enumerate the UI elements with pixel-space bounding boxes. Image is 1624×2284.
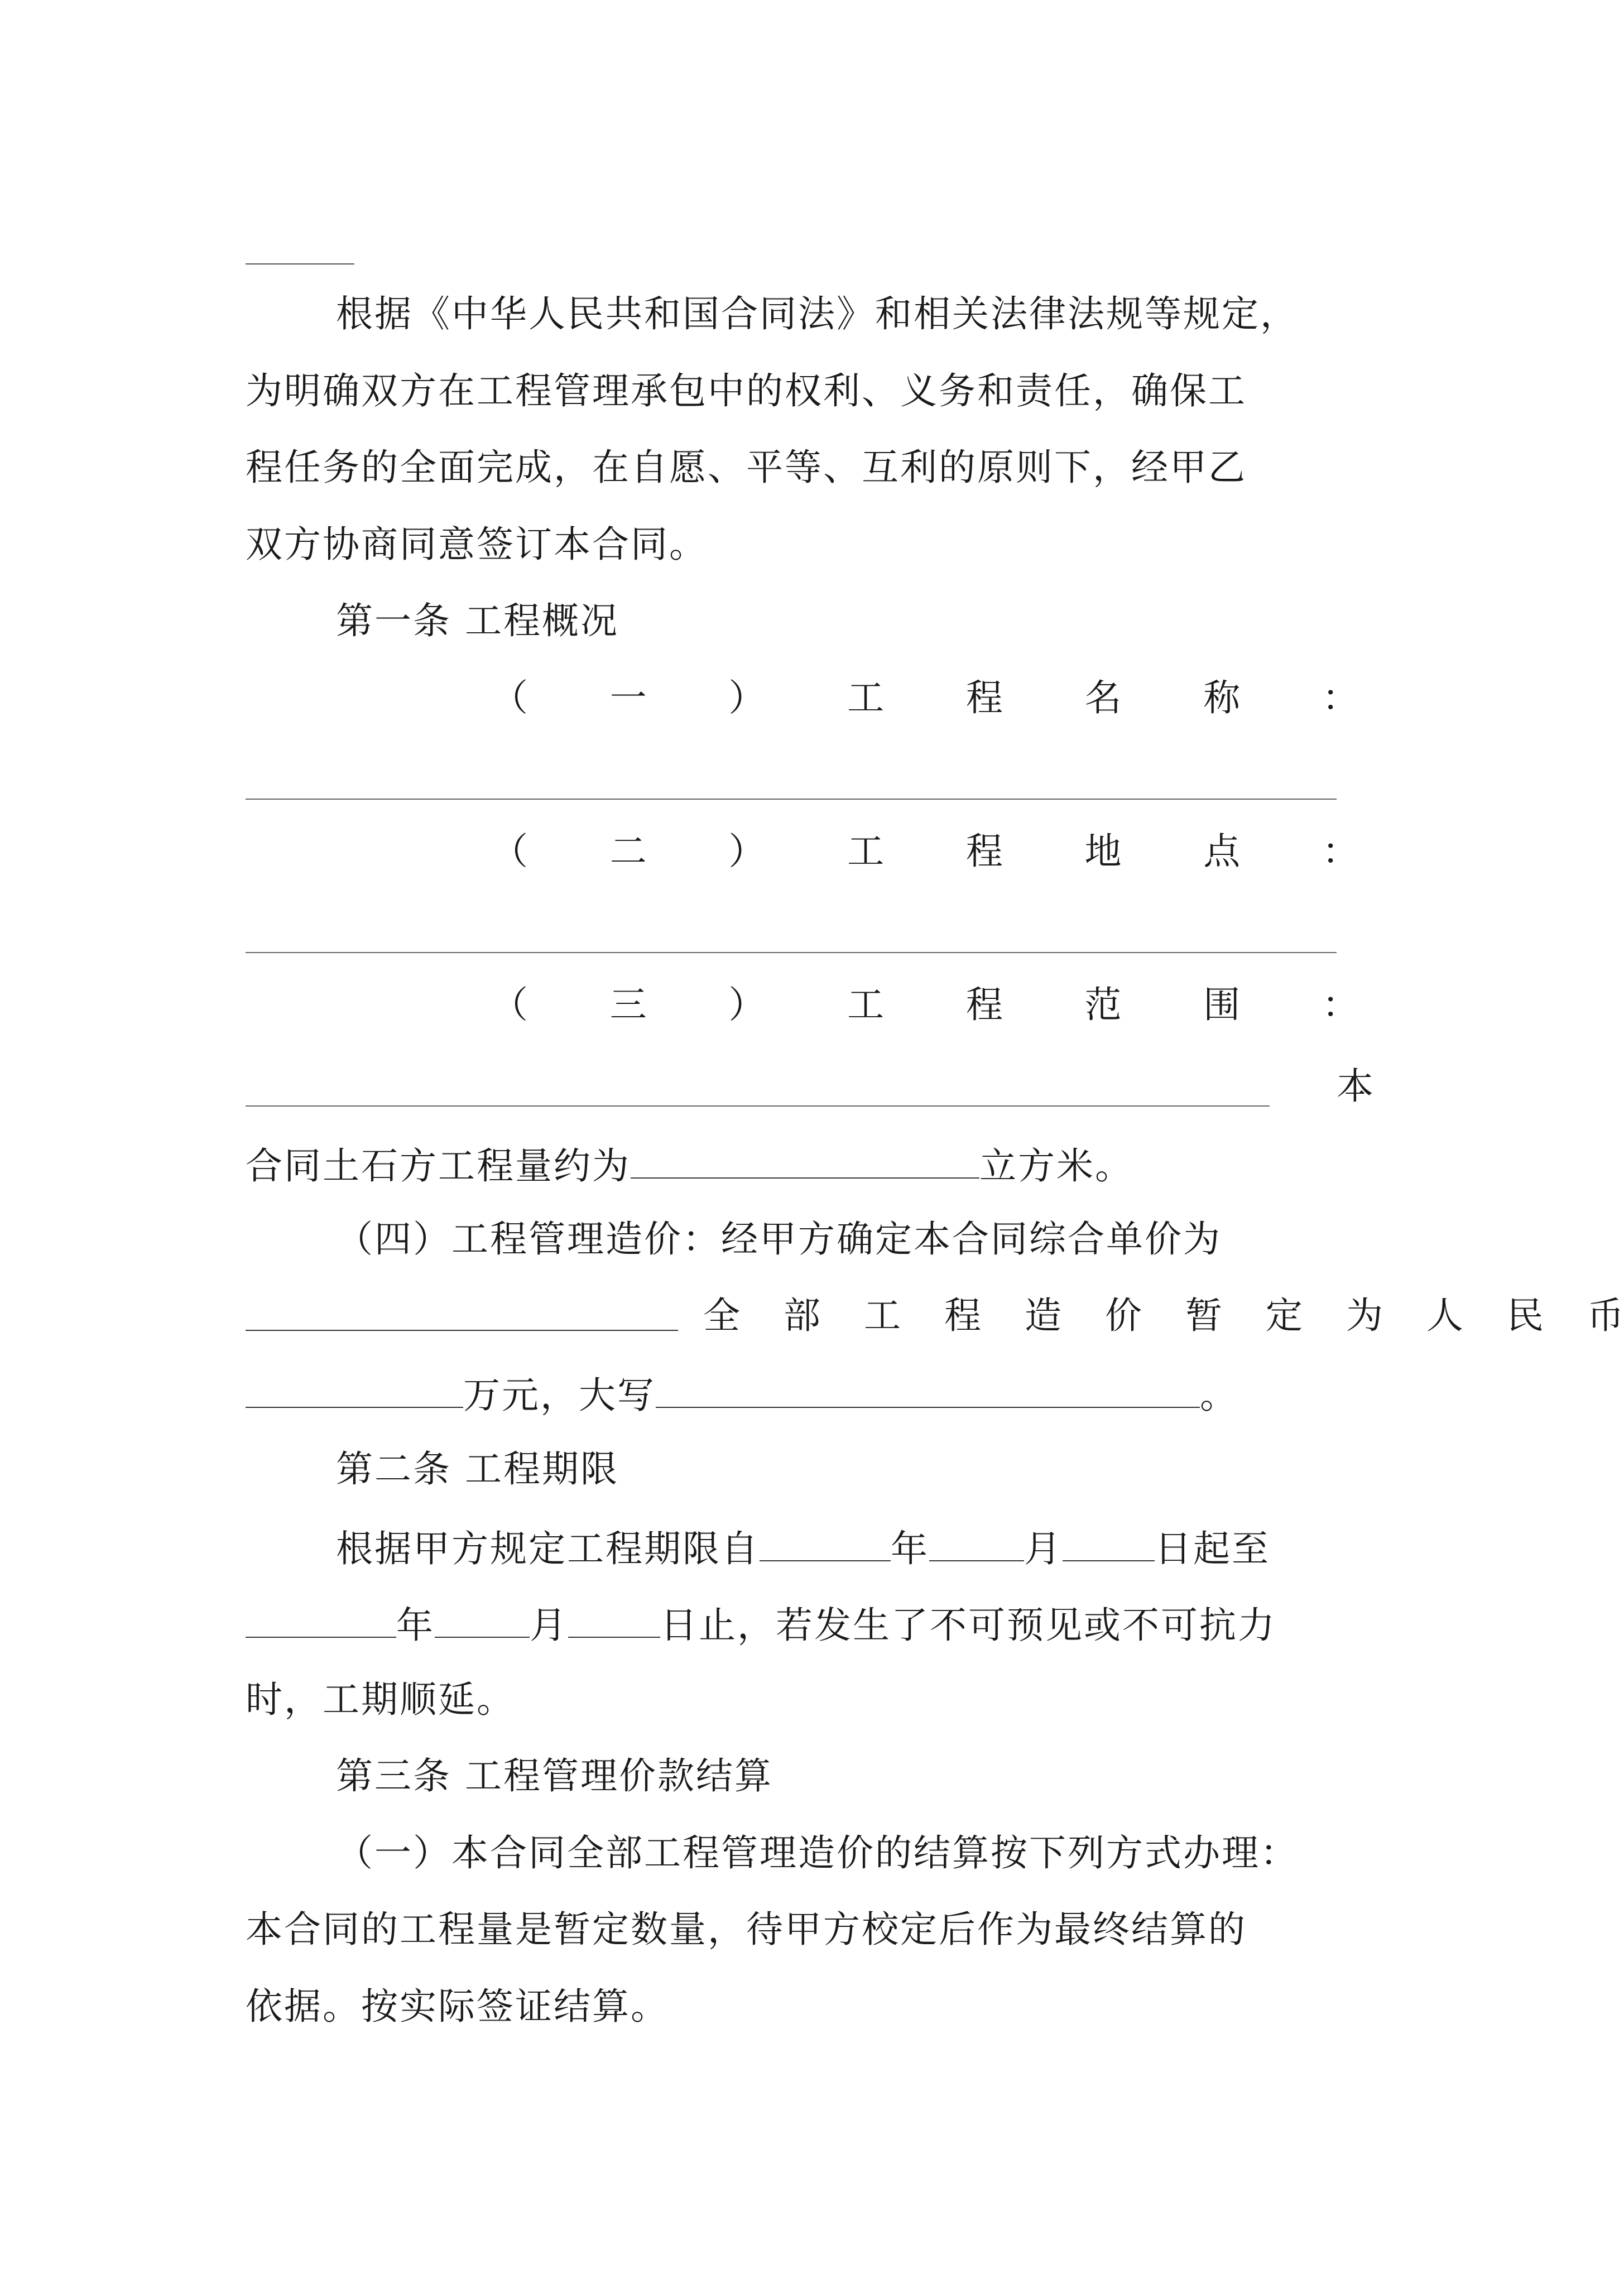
start-day-blank[interactable]	[1063, 1521, 1155, 1561]
intro-line-1: 根据《中华人民共和国合同法》和相关法律法规等规定，	[336, 292, 1299, 335]
project-scope-char: 范	[1084, 983, 1122, 1026]
project-place-char: ）	[728, 830, 766, 873]
unit-price-blank[interactable]	[246, 1291, 678, 1331]
term-line-3: 时，工期顺延。	[246, 1678, 515, 1721]
scope-tail-text: 本	[1337, 1065, 1375, 1108]
project-name-label	[491, 673, 1359, 723]
settlement-line-3: 依据。按实际签证结算。	[246, 1985, 669, 2028]
project-place-char: 二	[609, 830, 647, 873]
project-place-char: （	[491, 830, 528, 873]
cost-char: 全	[703, 1294, 740, 1337]
project-name-char: 程	[965, 676, 1003, 719]
project-name-blank[interactable]	[246, 799, 1337, 800]
start-year-blank[interactable]	[760, 1521, 891, 1561]
intro-line-3: 程任务的全面完成，在自愿、平等、互利的原则下，经甲乙	[246, 446, 1247, 489]
project-name-char: （	[491, 676, 528, 719]
project-scope-blank[interactable]	[246, 1105, 1270, 1107]
project-scope-char: 三	[609, 983, 647, 1026]
end-day-blank[interactable]	[568, 1598, 660, 1638]
cost-end: 。	[1200, 1374, 1238, 1417]
term-line-1	[336, 1521, 1381, 1571]
settlement-line-1: （一）本合同全部工程管理造价的结算按下列方式办理：	[336, 1831, 1299, 1874]
project-place-char: 地	[1084, 830, 1122, 873]
start-month-blank[interactable]	[929, 1521, 1024, 1561]
project-name-char: 名	[1084, 676, 1122, 719]
cost-char: 价	[1105, 1294, 1142, 1337]
total-cost-blank[interactable]	[246, 1368, 463, 1408]
article-3-title: 第三条 工程管理价款结算	[336, 1754, 773, 1797]
cost-char: 造	[1025, 1294, 1061, 1337]
article-2-title: 第二条 工程期限	[336, 1448, 619, 1490]
project-scope-char: （	[491, 983, 528, 1026]
cost-char: 程	[944, 1294, 981, 1337]
project-place-char: 工	[847, 830, 885, 873]
cost-char: 部	[784, 1294, 820, 1337]
term-line-2	[246, 1598, 1381, 1648]
cost-line-2-text	[703, 1291, 1624, 1341]
project-name-char: 一	[609, 676, 647, 719]
month-label: 月	[530, 1604, 568, 1647]
project-place-label	[491, 826, 1359, 877]
project-scope-char: 工	[847, 983, 885, 1026]
project-scope-char: 程	[965, 983, 1003, 1026]
project-place-blank[interactable]	[246, 952, 1337, 953]
cost-char: 为	[1346, 1294, 1383, 1337]
cost-char: 工	[864, 1294, 901, 1337]
end-month-blank[interactable]	[435, 1598, 530, 1638]
cost-line-1: （四）工程管理造价：经甲方确定本合同综合单价为	[336, 1218, 1222, 1261]
year-label: 年	[396, 1604, 435, 1647]
project-name-char: ）	[728, 676, 766, 719]
project-place-char: 点	[1203, 830, 1241, 873]
header-rule	[246, 263, 354, 265]
project-place-char: ：	[1322, 830, 1359, 873]
cost-char: 人	[1426, 1294, 1463, 1337]
project-name-char: ：	[1322, 676, 1359, 719]
project-name-char: 称	[1203, 676, 1241, 719]
cost-line-2	[246, 1291, 1624, 1341]
total-cost-words-blank[interactable]	[656, 1368, 1200, 1408]
project-scope-char: ：	[1322, 983, 1359, 1026]
project-scope-char: ）	[728, 983, 766, 1026]
project-name-char: 工	[847, 676, 885, 719]
volume-line	[246, 1138, 1381, 1189]
settlement-line-2: 本合同的工程量是暂定数量，待甲方校定后作为最终结算的	[246, 1908, 1247, 1951]
intro-line-2: 为明确双方在工程管理承包中的权利、义务和责任，确保工	[246, 369, 1247, 412]
month-label: 月	[1024, 1527, 1063, 1570]
project-place-char: 程	[965, 830, 1003, 873]
volume-blank[interactable]	[631, 1138, 979, 1179]
cost-char: 民	[1507, 1294, 1544, 1337]
day-to-label: 日止，若发生了不可预见或不可抗力	[660, 1604, 1276, 1647]
volume-suffix: 立方米。	[979, 1145, 1133, 1187]
cost-char: 币	[1587, 1294, 1624, 1337]
end-year-blank[interactable]	[246, 1598, 396, 1638]
cost-unit: 万元，大写	[463, 1374, 656, 1417]
year-label: 年	[891, 1527, 929, 1570]
cost-line-3	[246, 1368, 1381, 1418]
day-from-label: 日起至	[1155, 1527, 1270, 1570]
project-scope-label	[491, 980, 1359, 1030]
term-prefix: 根据甲方规定工程期限自	[336, 1527, 760, 1570]
article-1-title: 第一条 工程概况	[336, 599, 619, 642]
project-scope-char: 围	[1203, 983, 1241, 1026]
intro-line-4: 双方协商同意签订本合同。	[246, 523, 708, 566]
cost-char: 暂	[1185, 1294, 1222, 1337]
volume-prefix: 合同土石方工程量约为	[246, 1145, 631, 1187]
cost-char: 定	[1266, 1294, 1303, 1337]
